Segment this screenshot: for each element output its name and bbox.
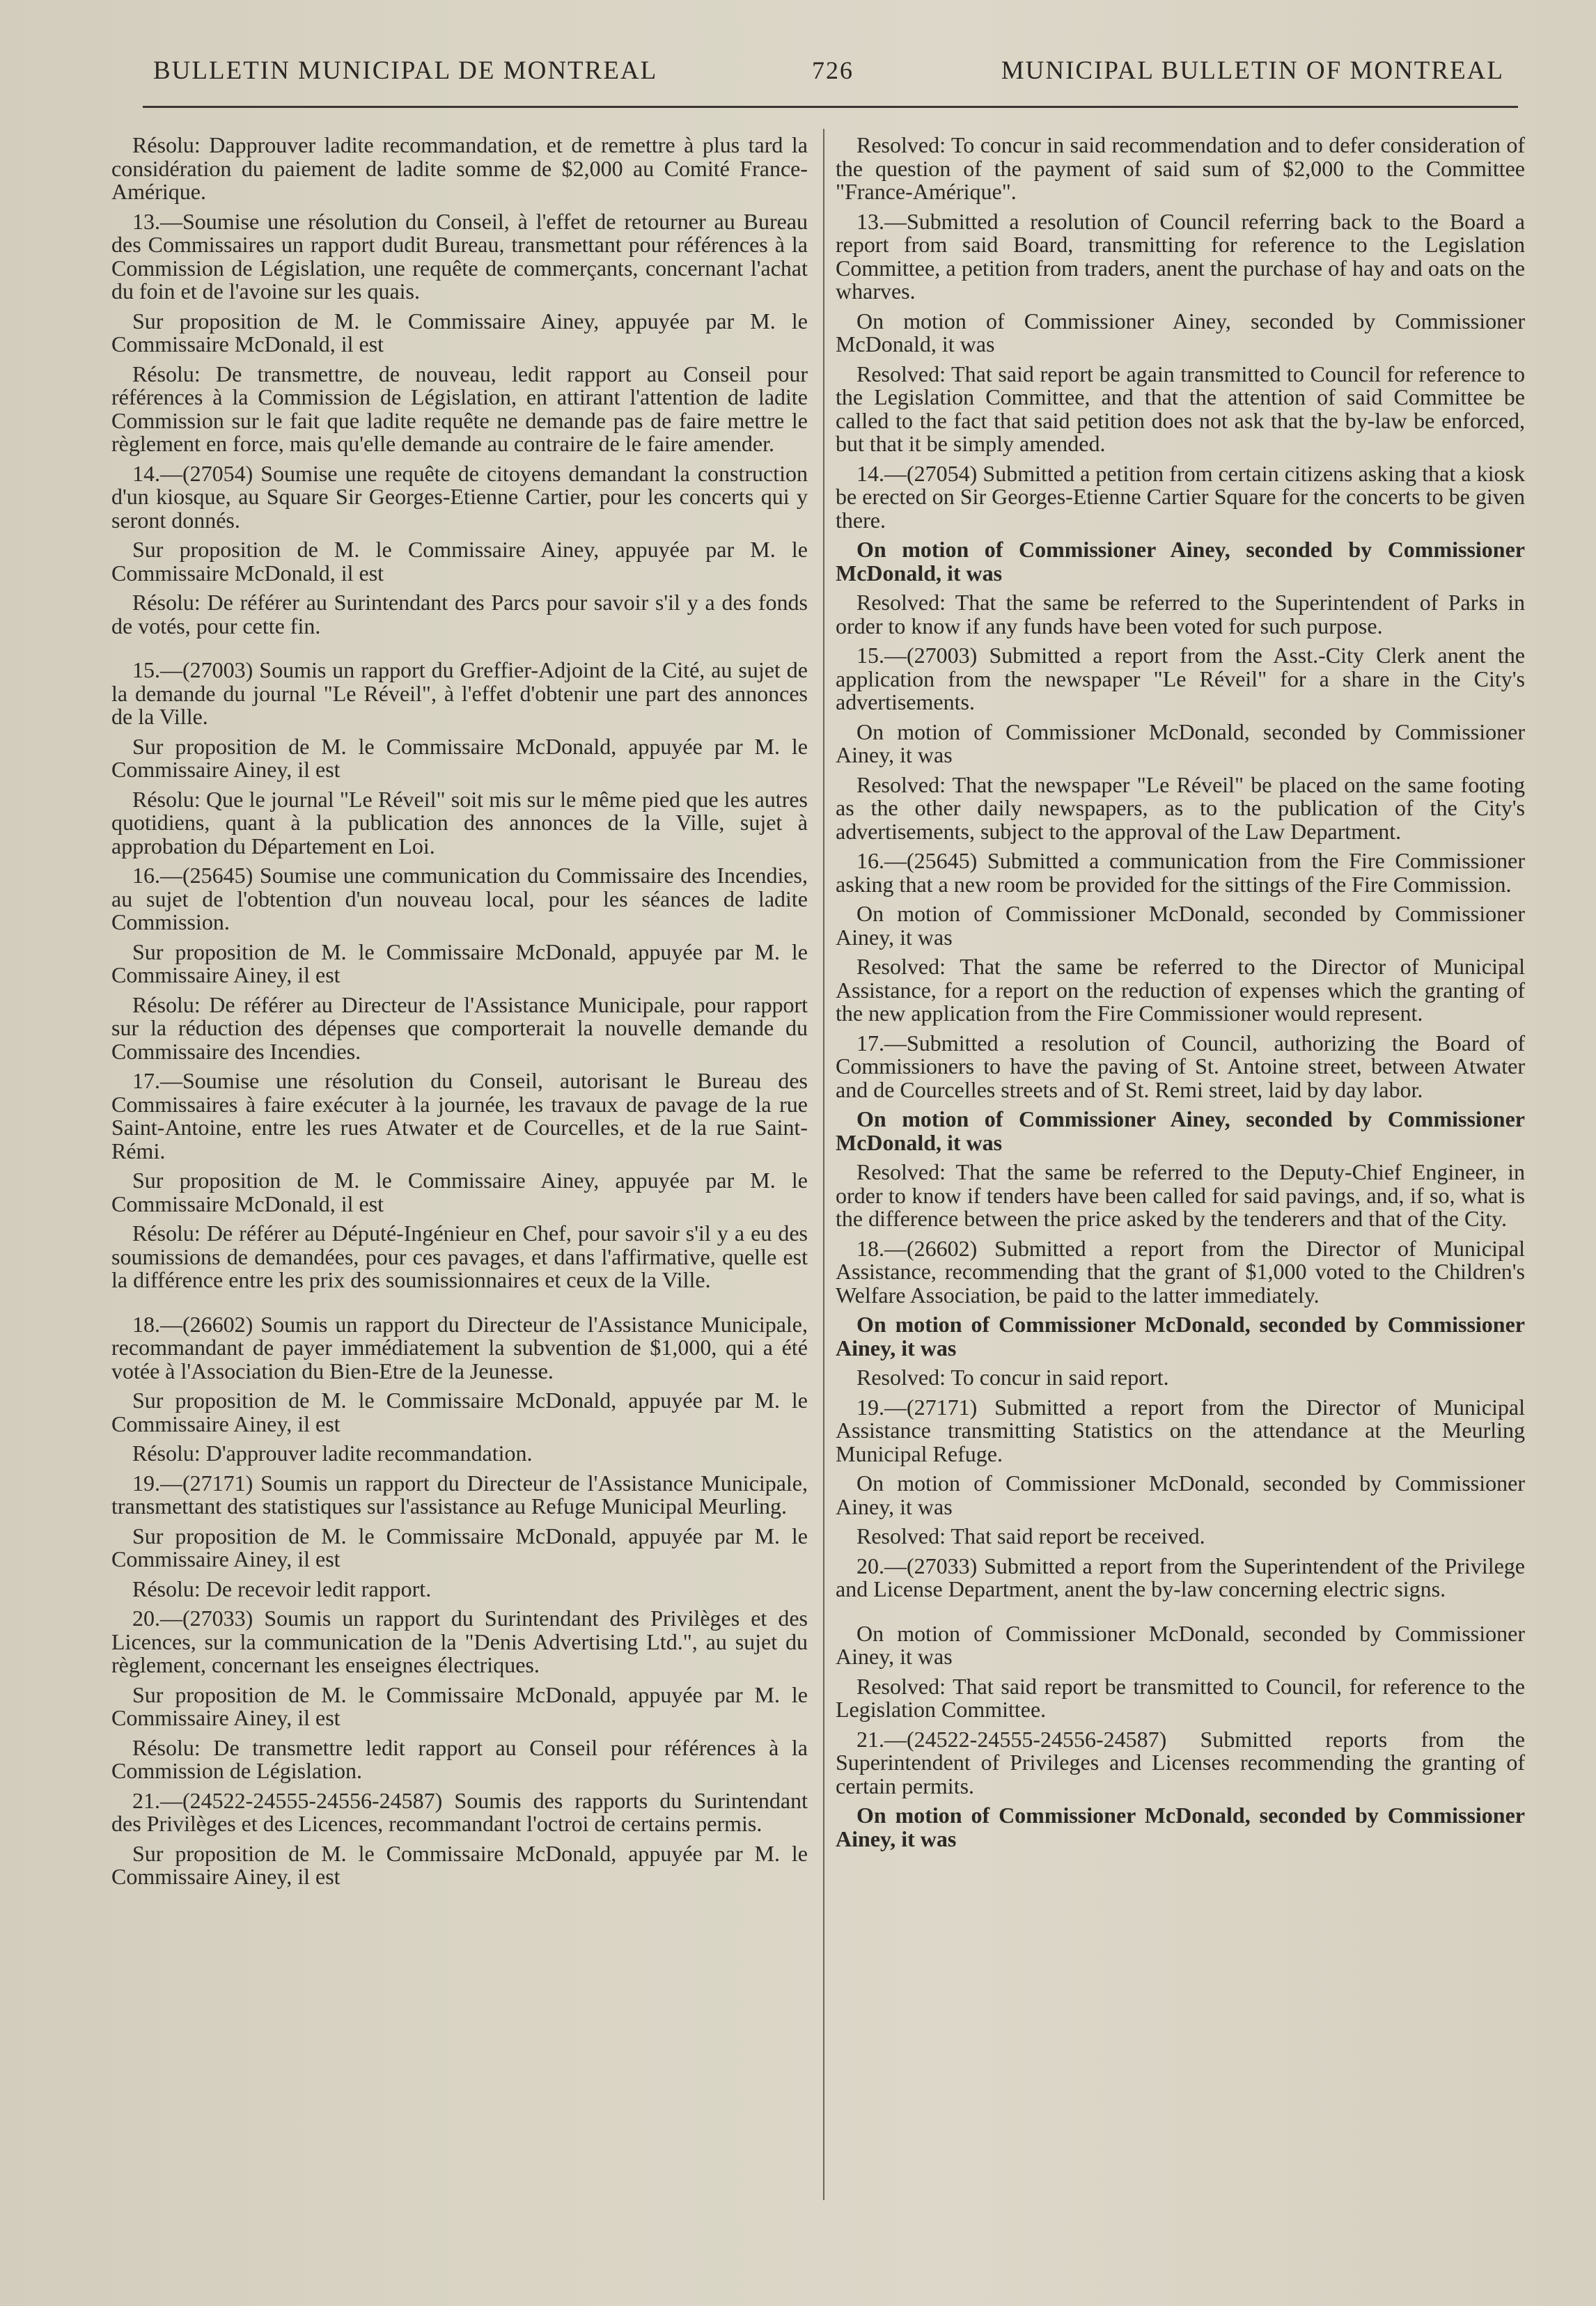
- header-english-title: MUNICIPAL BULLETIN OF MONTREAL: [1001, 56, 1504, 85]
- english-column: [836, 134, 1525, 2215]
- paragraph: 19.—(27171) Submitted a report from the Director of Municipal Assistance transmitting Statistics on the attendance at the Meurling Municipal Refuge.: [836, 1394, 1525, 1466]
- paragraph: Sur proposition de M. le Commissaire Ainey, appuyée par M. le Commissaire McDonald, il est: [111, 308, 808, 356]
- paragraph: On motion of Commissioner Ainey, seconded by Commissioner McDonald, it was: [836, 1106, 1525, 1155]
- page-number: 726: [812, 56, 854, 84]
- paragraph: On motion of Commissioner McDonald, seconded by Commissioner Ainey, it was: [836, 1312, 1525, 1360]
- paragraph: Résolu: D'approuver ladite recommandation.: [132, 1441, 533, 1466]
- paragraph: On motion of Commissioner Ainey, seconded by Commissioner McDonald, it was: [836, 308, 1525, 356]
- paragraph: 19.—(27171) Soumis un rapport du Directeur de l'Assistance Municipale, transmettant des statistiques sur l'assistance au Refuge Municipal Meurling.: [111, 1470, 808, 1519]
- paragraph: Resolved: To concur in said recommendation and to defer consideration of the question of the payment of said sum of $2,000 to the Committee "France-Amérique".: [836, 134, 1525, 204]
- paragraph: 16.—(25645) Submitted a communication from the Fire Commissioner asking that a new room be provided for the sittings of the Fire Commission.: [836, 848, 1525, 897]
- paragraph: Résolu: De transmettre, de nouveau, ledit rapport au Conseil pour références à la Commission de Législation, en attirant l'attention de ladite Commission sur le fait que ladite requête ne demande pas de faire mettre le règlement en force, mais qu'elle demande au contraire de le faire amender.: [111, 361, 808, 456]
- paragraph: Résolu: De recevoir ledit rapport.: [132, 1576, 432, 1601]
- paragraph: Resolved: To concur in said report.: [856, 1365, 1169, 1390]
- paragraph: 17.—Submitted a resolution of Council, authorizing the Board of Commissioners to have the paving of St. Antoine street, between Atwater and de Courcelles streets and of St. Remi street, laid by day labor.: [836, 1030, 1525, 1102]
- paragraph: Résolu: De référer au Député-Ingénieur en Chef, pour savoir s'il y a eu des soumissions de demandées, pour ces pavages, et dans l'affirmative, quelle est la différence entre les prix des soumissionnaires et ceux de la Ville.: [111, 1221, 808, 1292]
- paragraph: 13.—Submitted a resolution of Council referring back to the Board a report from said Board, transmitting for reference to the Legislation Committee, a petition from traders, anent the purchase of hay and oats on the wharves.: [836, 208, 1525, 304]
- paragraph: Résolu: De référer au Directeur de l'Assistance Municipale, pour rapport sur la réduction des dépenses que comporterait la nouvelle demande du Commissaire des Incendies.: [111, 991, 808, 1064]
- paragraph: On motion of Commissioner McDonald, seconded by Commissioner Ainey, it was: [836, 1620, 1525, 1669]
- paragraph: Resolved: That said report be again transmitted to Council for reference to the Legislation Committee, and that the attention of said Committee be called to the fact that said petition does not ask that the by-law be enforced, but that it be simply amended.: [836, 361, 1525, 456]
- paragraph: Résolu: Que le journal "Le Réveil" soit mis sur le même pied que les autres quotidiens, quant à la publication des annonces de la Ville, sujet à approbation du Département en Loi.: [111, 786, 808, 858]
- paragraph: Sur proposition de M. le Commissaire McDonald, appuyée par M. le Commissaire Ainey, il est: [111, 1523, 808, 1571]
- page-header: [153, 56, 1504, 104]
- paragraph: Sur proposition de M. le Commissaire McDonald, appuyée par M. le Commissaire Ainey, il est: [111, 1681, 808, 1730]
- paragraph: Resolved: That said report be transmitted to Council, for reference to the Legislation Committee.: [836, 1673, 1525, 1722]
- paragraph: Sur proposition de M. le Commissaire McDonald, appuyée par M. le Commissaire Ainey, il est: [111, 939, 808, 987]
- paragraph: On motion of Commissioner Ainey, seconded by Commissioner McDonald, it was: [836, 537, 1525, 586]
- paragraph: 16.—(25645) Soumise une communication du Commissaire des Incendies, au sujet de l'obtention d'un nouveau local, pour les séances de ladite Commission.: [111, 863, 808, 934]
- paragraph: 15.—(27003) Soumis un rapport du Greffier-Adjoint de la Cité, au sujet de la demande du journal "Le Réveil", à l'effet d'obtenir une part des annonces de la Ville.: [111, 657, 808, 729]
- paragraph: On motion of Commissioner McDonald, seconded by Commissioner Ainey, it was: [836, 1470, 1525, 1519]
- paragraph: 20.—(27033) Soumis un rapport du Surintendant des Privilèges et des Licences, sur la communication de la "Denis Advertising Ltd.", au sujet du règlement, concernant les enseignes électriques.: [111, 1606, 808, 1677]
- paragraph: Resolved: That said report be received.: [856, 1523, 1205, 1548]
- paragraph: On motion of Commissioner McDonald, seconded by Commissioner Ainey, it was: [836, 901, 1525, 950]
- paragraph: 21.—(24522-24555-24556-24587) Soumis des rapports du Surintendant des Privilèges et des Licences, recommandant l'octroi de certains permis.: [111, 1787, 808, 1836]
- paragraph: 18.—(26602) Submitted a report from the Director of Municipal Assistance, recommending that the grant of $1,000 voted to the Children's Welfare Association, be paid to the latter immediately.: [836, 1235, 1525, 1308]
- paragraph: Sur proposition de M. le Commissaire McDonald, appuyée par M. le Commissaire Ainey, il est: [111, 733, 808, 782]
- paragraph: 14.—(27054) Soumise une requête de citoyens demandant la construction d'un kiosque, au Square Sir Georges-Etienne Cartier, pour les concerts qui y seront donnés.: [111, 460, 808, 533]
- paragraph: Resolved: That the same be referred to the Director of Municipal Assistance, for a report on the reduction of expenses which the granting of the new application from the Fire Commissioner would represent.: [836, 954, 1525, 1026]
- paragraph: Sur proposition de M. le Commissaire McDonald, appuyée par M. le Commissaire Ainey, il est: [111, 1840, 808, 1889]
- paragraph: 17.—Soumise une résolution du Conseil, autorisant le Bureau des Commissaires à faire exécuter à la journée, les travaux de pavage de la rue Saint-Antoine, entre les rues Atwater et de Courcelles, et de la rue Saint-Rémi.: [111, 1068, 808, 1163]
- paragraph: 14.—(27054) Submitted a petition from certain citizens asking that a kiosk be erected on Sir Georges-Etienne Cartier Square for the concerts to be given there.: [836, 460, 1525, 533]
- paragraph: 15.—(27003) Submitted a report from the Asst.-City Clerk anent the application from the newspaper "Le Réveil" for a share in the City's advertisements.: [836, 643, 1525, 714]
- paragraph: Sur proposition de M. le Commissaire McDonald, appuyée par M. le Commissaire Ainey, il est: [111, 1388, 808, 1436]
- paragraph: Sur proposition de M. le Commissaire Ainey, appuyée par M. le Commissaire McDonald, il est: [111, 537, 808, 586]
- paragraph: Sur proposition de M. le Commissaire Ainey, appuyée par M. le Commissaire McDonald, il est: [111, 1168, 808, 1216]
- header-french-title: BULLETIN MUNICIPAL DE MONTREAL: [153, 56, 658, 85]
- paragraph: Resolved: That the newspaper "Le Réveil" be placed on the same footing as the other daily newspapers, as to the publication of the City's advertisements, subject to the approval of the Law Department.: [836, 771, 1525, 844]
- paragraph: 20.—(27033) Submitted a report from the Superintendent of the Privilege and License Department, anent the by-law concerning electric signs.: [836, 1553, 1525, 1601]
- paragraph: On motion of Commissioner McDonald, seconded by Commissioner Ainey, it was: [836, 719, 1525, 767]
- paragraph: Résolu: Dapprouver ladite recommandation, et de remettre à plus tard la considération du paiement de ladite somme de $2,000 au Comité France-Amérique.: [111, 134, 808, 204]
- paragraph: 21.—(24522-24555-24556-24587) Submitted reports from the Superintendent of Privileges and Licenses recommending the granting of certain permits.: [836, 1726, 1525, 1798]
- header-rule: [143, 106, 1518, 108]
- french-column: [111, 134, 808, 2215]
- paragraph: 18.—(26602) Soumis un rapport du Directeur de l'Assistance Municipale, recommandant de payer immédiatement la subvention de $1,000, qui a été votée à l'Association du Bien-Etre de la Jeunesse.: [111, 1311, 808, 1383]
- column-divider: [823, 129, 824, 2200]
- paragraph: Résolu: De transmettre ledit rapport au Conseil pour références à la Commission de Législation.: [111, 1734, 808, 1783]
- paragraph: On motion of Commissioner McDonald, seconded by Commissioner Ainey, it was: [836, 1803, 1525, 1851]
- paragraph: Resolved: That the same be referred to the Deputy-Chief Engineer, in order to know if tenders have been called for said pavings, and, if so, what is the difference between the price asked by the tenderers and that of the City.: [836, 1159, 1525, 1231]
- paragraph: 13.—Soumise une résolution du Conseil, à l'effet de retourner au Bureau des Commissaires un rapport dudit Bureau, transmettant pour références à la Commission de Législation, une requête de commerçants, concernant l'achat du foin et de l'avoine sur les quais.: [111, 208, 808, 304]
- paragraph: Résolu: De référer au Surintendant des Parcs pour savoir s'il y a des fonds de votés, pour cette fin.: [111, 590, 808, 638]
- paragraph: Resolved: That the same be referred to the Superintendent of Parks in order to know if any funds have been voted for such purpose.: [836, 590, 1525, 638]
